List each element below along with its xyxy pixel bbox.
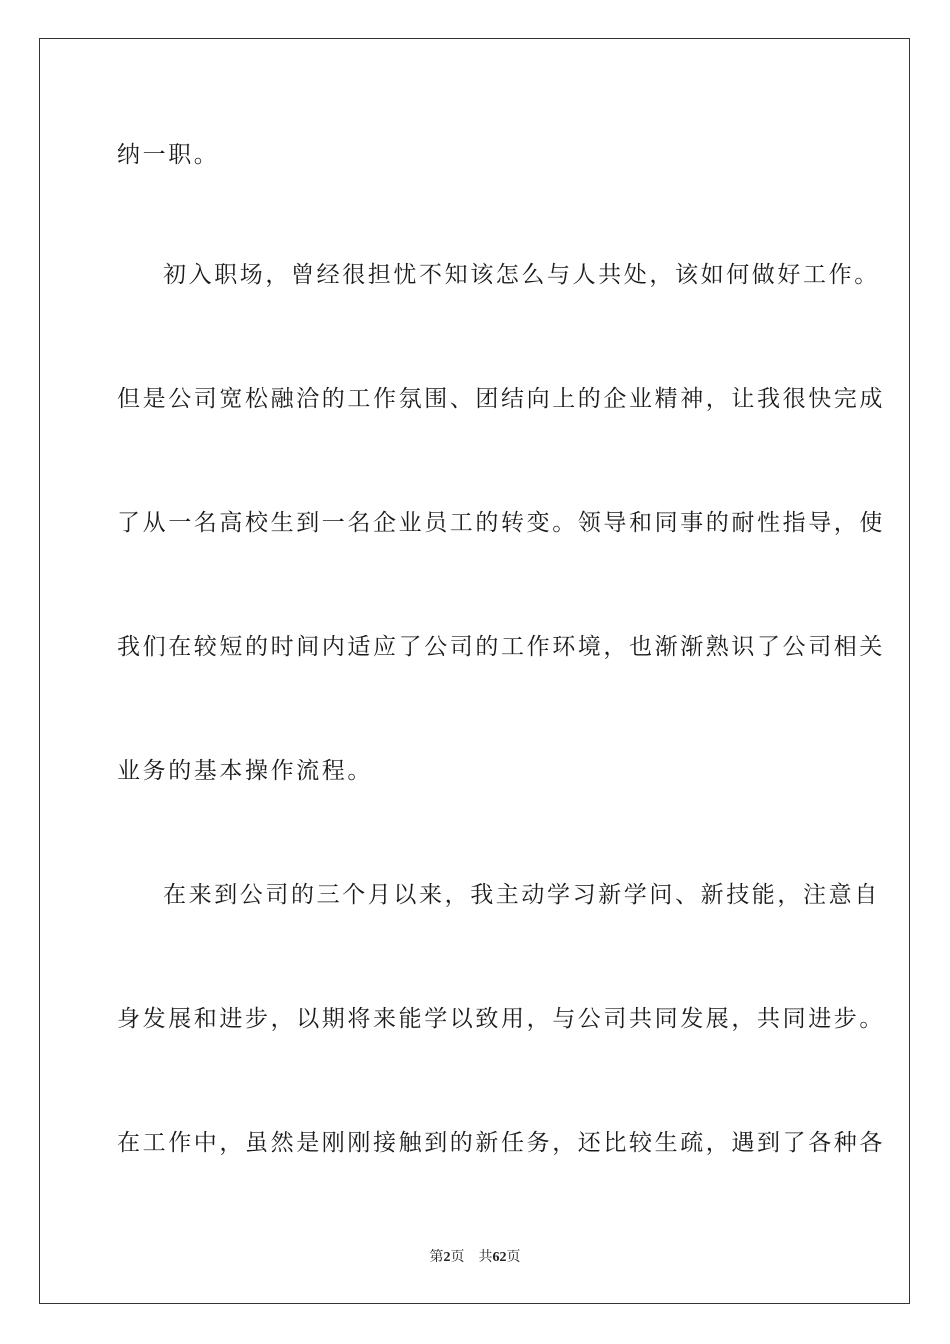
text-line-4: 了从一名高校生到一名企业员工的转变。领导和同事的耐性指导，使 xyxy=(117,510,885,536)
page-suffix: 页 xyxy=(450,1249,465,1265)
text-line-6: 业务的基本操作流程。 xyxy=(117,758,373,784)
page-border xyxy=(39,38,910,1304)
text-line-8: 身发展和进步，以期将来能学以致用，与公司共同发展，共同进步。 xyxy=(117,1006,885,1032)
text-line-5: 我们在较短的时间内适应了公司的工作环境，也渐渐熟识了公司相关 xyxy=(117,634,885,660)
text-line-3: 但是公司宽松融洽的工作氛围、团结向上的企业精神，让我很快完成 xyxy=(117,386,885,412)
text-line-2: 初入职场，曾经很担忧不知该怎么与人共处，该如何做好工作。 xyxy=(163,262,880,288)
text-line-9: 在工作中，虽然是刚刚接触到的新任务，还比较生疏，遇到了各种各 xyxy=(117,1130,885,1156)
total-pages: 62 xyxy=(492,1250,507,1265)
text-line-1: 纳一职。 xyxy=(117,142,220,168)
total-prefix: 共 xyxy=(478,1249,493,1265)
page-number: 2 xyxy=(443,1250,451,1265)
page-prefix: 第 xyxy=(429,1249,444,1265)
text-line-7: 在来到公司的三个月以来，我主动学习新学问、新技能，注意自 xyxy=(163,882,880,908)
total-suffix: 页 xyxy=(506,1249,521,1265)
page-footer xyxy=(0,1248,950,1267)
